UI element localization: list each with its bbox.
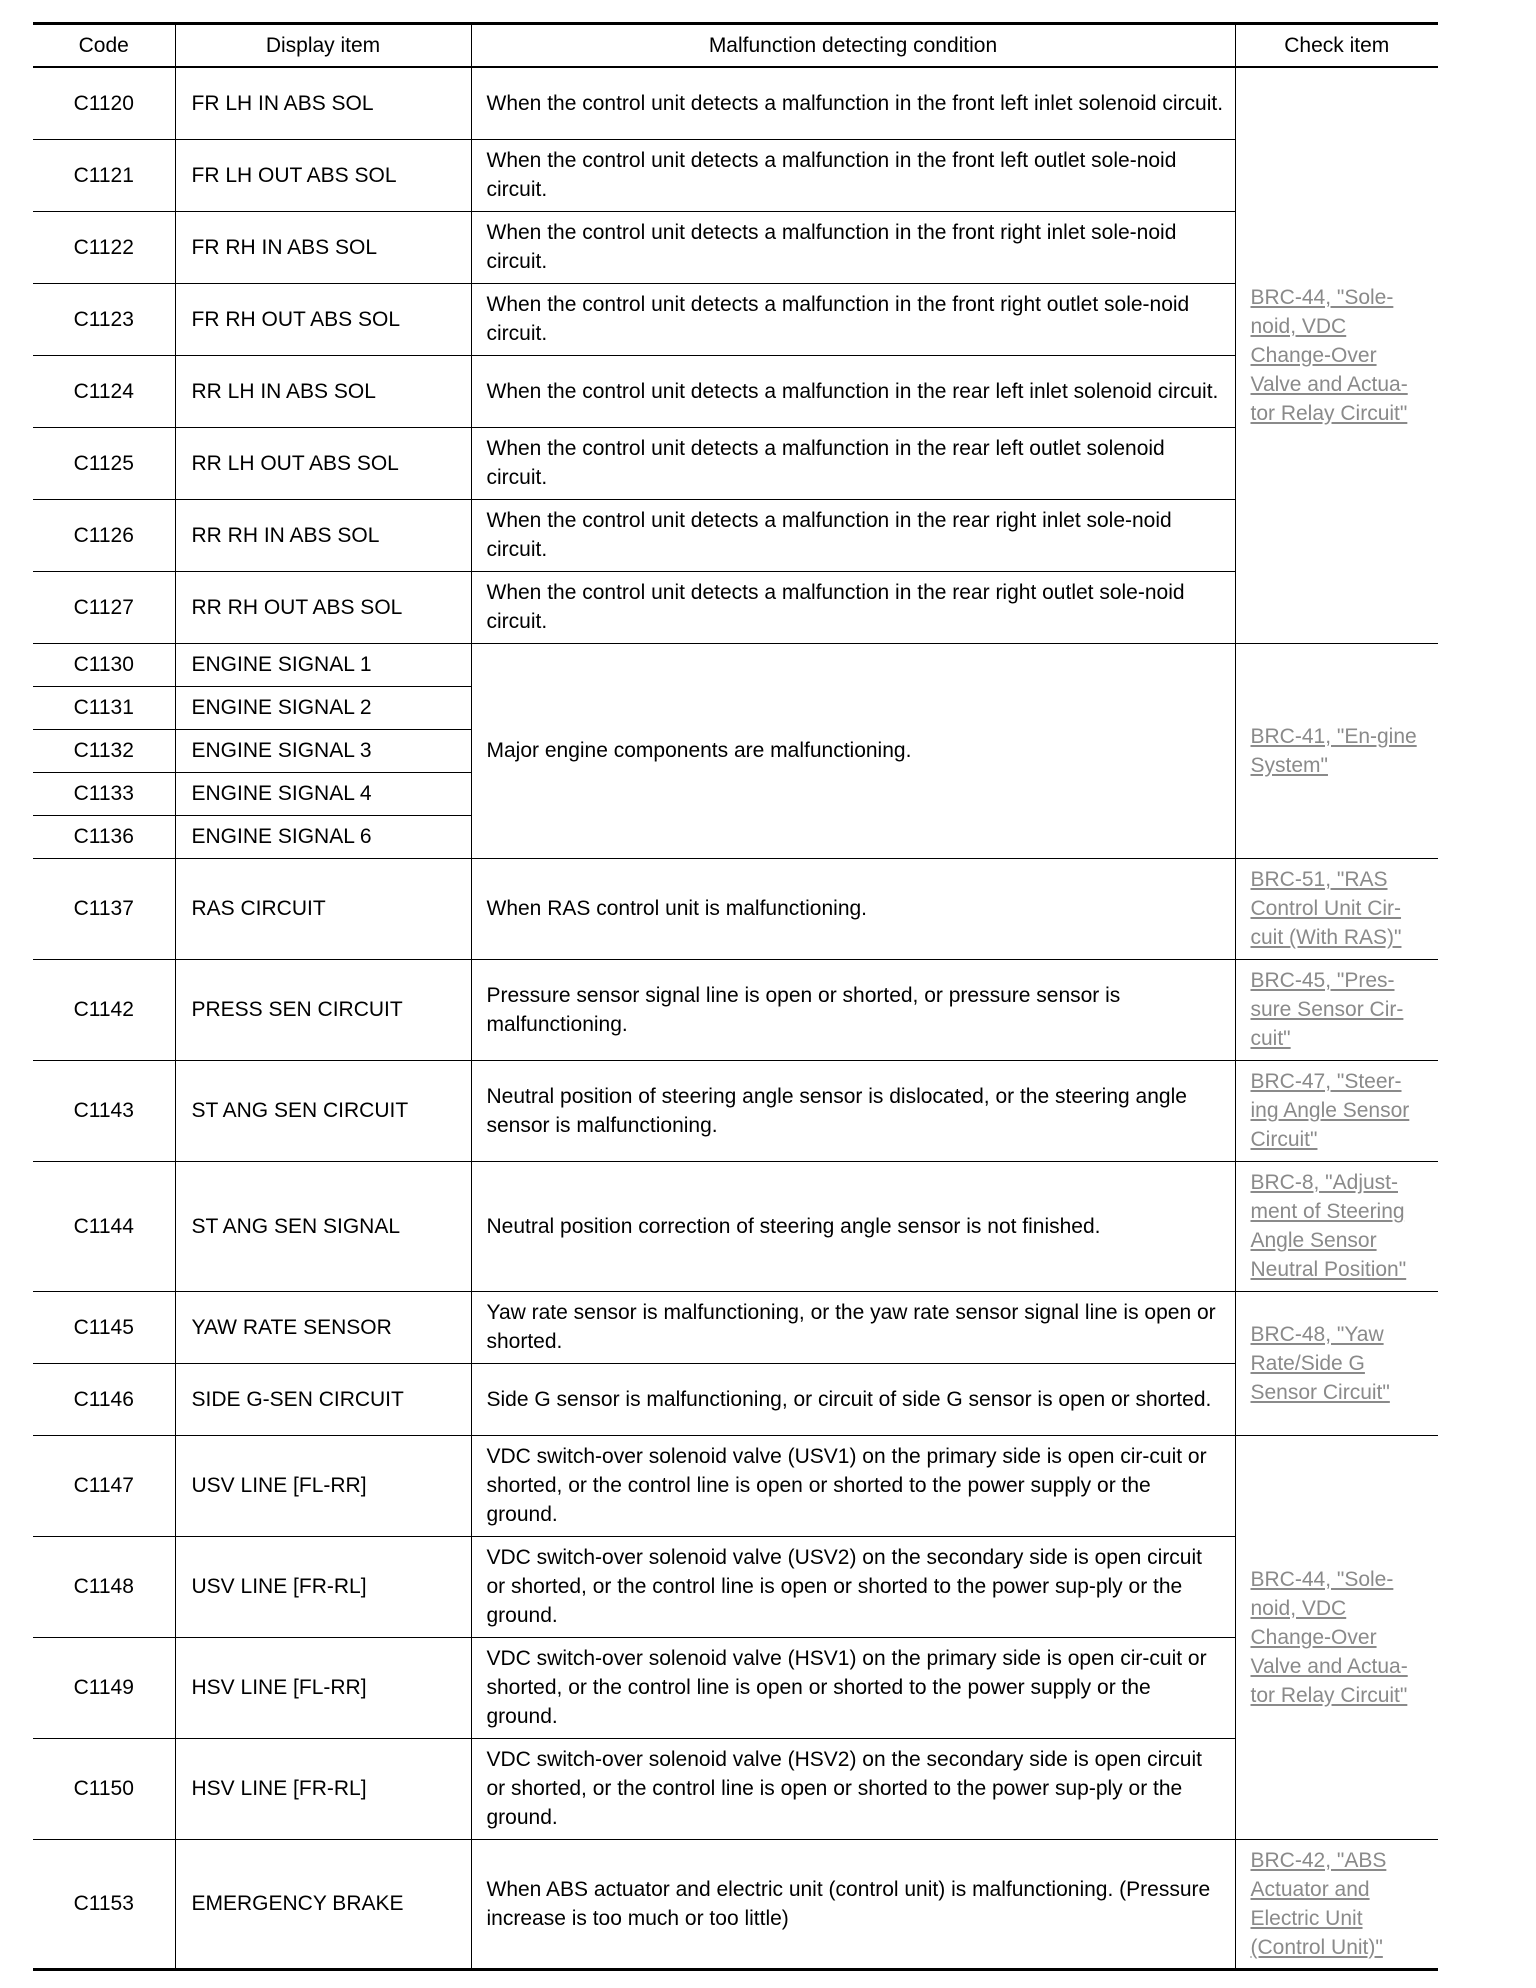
table-row (33, 1363, 1438, 1435)
code-cell: C1148 (33, 1536, 175, 1637)
check-item-link[interactable]: BRC-41, "En-gine System" (1250, 724, 1417, 777)
display-item-cell: YAW RATE SENSOR (175, 1291, 471, 1363)
code-cell: C1122 (33, 211, 175, 283)
table-row (33, 959, 1438, 1060)
table-row (33, 643, 1438, 686)
code-cell: C1124 (33, 355, 175, 427)
display-item-cell: FR LH IN ABS SOL (175, 67, 471, 139)
check-item-cell[interactable] (1235, 1839, 1438, 1969)
code-cell: C1132 (33, 729, 175, 772)
table-row (33, 1435, 1438, 1536)
display-item-cell: RR LH IN ABS SOL (175, 355, 471, 427)
table-row (33, 139, 1438, 211)
condition-cell: When RAS control unit is malfunctioning. (471, 858, 1235, 959)
check-item-cell[interactable] (1235, 67, 1438, 643)
display-item-cell: FR RH IN ABS SOL (175, 211, 471, 283)
header-condition: Malfunction detecting condition (471, 24, 1235, 68)
condition-cell: When the control unit detects a malfunction in the rear left outlet solenoid circuit. (471, 427, 1235, 499)
code-cell: C1120 (33, 67, 175, 139)
table-row (33, 571, 1438, 643)
display-item-cell: USV LINE [FL-RR] (175, 1435, 471, 1536)
check-item-link[interactable]: BRC-48, "Yaw Rate/Side G Sensor Circuit" (1250, 1322, 1390, 1404)
display-item-cell: RR RH OUT ABS SOL (175, 571, 471, 643)
condition-cell: Neutral position correction of steering angle sensor is not finished. (471, 1161, 1235, 1291)
condition-cell: VDC switch-over solenoid valve (HSV2) on the secondary side is open circuit or shorted, or the control line is open or shorted to the power sup-ply or the ground. (471, 1738, 1235, 1839)
check-item-cell[interactable] (1235, 1161, 1438, 1291)
condition-cell: VDC switch-over solenoid valve (HSV1) on the primary side is open cir-cuit or shorted, or the control line is open or shorted to the power supply or the ground. (471, 1637, 1235, 1738)
table-row (33, 1839, 1438, 1969)
table-row (33, 1536, 1438, 1637)
display-item-cell: USV LINE [FR-RL] (175, 1536, 471, 1637)
check-item-link[interactable]: BRC-51, "RAS Control Unit Cir-cuit (With RAS)" (1250, 868, 1402, 949)
display-item-cell: ENGINE SIGNAL 2 (175, 686, 471, 729)
condition-cell: Pressure sensor signal line is open or shorted, or pressure sensor is malfunctioning. (471, 959, 1235, 1060)
header-row (33, 24, 1438, 68)
table-row (33, 1291, 1438, 1363)
condition-cell: Yaw rate sensor is malfunctioning, or the yaw rate sensor signal line is open or shorted. (471, 1291, 1235, 1363)
display-item-cell: ST ANG SEN SIGNAL (175, 1161, 471, 1291)
table-row (33, 67, 1438, 139)
table-row (33, 499, 1438, 571)
check-item-cell[interactable] (1235, 1060, 1438, 1161)
display-item-cell: ENGINE SIGNAL 1 (175, 643, 471, 686)
check-item-cell[interactable] (1235, 1291, 1438, 1435)
code-cell: C1127 (33, 571, 175, 643)
code-cell: C1149 (33, 1637, 175, 1738)
code-cell: C1153 (33, 1839, 175, 1969)
code-cell: C1125 (33, 427, 175, 499)
display-item-cell: HSV LINE [FR-RL] (175, 1738, 471, 1839)
table-row (33, 1738, 1438, 1839)
table-row (33, 1637, 1438, 1738)
display-item-cell: HSV LINE [FL-RR] (175, 1637, 471, 1738)
condition-cell: Side G sensor is malfunctioning, or circuit of side G sensor is open or shorted. (471, 1363, 1235, 1435)
check-item-cell[interactable] (1235, 643, 1438, 858)
code-cell: C1144 (33, 1161, 175, 1291)
display-item-cell: PRESS SEN CIRCUIT (175, 959, 471, 1060)
code-cell: C1130 (33, 643, 175, 686)
display-item-cell: EMERGENCY BRAKE (175, 1839, 471, 1969)
header-display-item: Display item (175, 24, 471, 68)
check-item-link[interactable]: BRC-42, "ABS Actuator and Electric Unit (Control Unit)" (1250, 1848, 1387, 1959)
display-item-cell: ENGINE SIGNAL 6 (175, 815, 471, 858)
condition-cell: When the control unit detects a malfunction in the front left outlet sole-noid circuit. (471, 139, 1235, 211)
code-cell: C1143 (33, 1060, 175, 1161)
check-item-link[interactable]: BRC-45, "Pres-sure Sensor Cir-cuit" (1250, 969, 1404, 1050)
table-row (33, 355, 1438, 427)
condition-cell: Major engine components are malfunctioning. (471, 643, 1235, 858)
condition-cell: When the control unit detects a malfunction in the front right outlet sole-noid circuit. (471, 283, 1235, 355)
code-cell: C1136 (33, 815, 175, 858)
condition-cell: When the control unit detects a malfunction in the front right inlet sole-noid circuit. (471, 211, 1235, 283)
check-item-cell[interactable] (1235, 858, 1438, 959)
display-item-cell: RR LH OUT ABS SOL (175, 427, 471, 499)
condition-cell: VDC switch-over solenoid valve (USV1) on the primary side is open cir-cuit or shorted, or the control line is open or shorted to the power supply or the ground. (471, 1435, 1235, 1536)
code-cell: C1145 (33, 1291, 175, 1363)
code-cell: C1137 (33, 858, 175, 959)
display-item-cell: FR LH OUT ABS SOL (175, 139, 471, 211)
code-cell: C1146 (33, 1363, 175, 1435)
code-cell: C1147 (33, 1435, 175, 1536)
code-cell: C1121 (33, 139, 175, 211)
header-check-item: Check item (1235, 24, 1438, 68)
display-item-cell: FR RH OUT ABS SOL (175, 283, 471, 355)
display-item-cell: RAS CIRCUIT (175, 858, 471, 959)
table-row (33, 427, 1438, 499)
check-item-link[interactable]: BRC-44, "Sole-noid, VDC Change-Over Valve and Actua-tor Relay Circuit" (1250, 1567, 1408, 1707)
table-row (33, 1060, 1438, 1161)
header-code: Code (33, 24, 175, 68)
table-row (33, 858, 1438, 959)
check-item-link[interactable]: BRC-44, "Sole-noid, VDC Change-Over Valve and Actua-tor Relay Circuit" (1250, 285, 1408, 425)
table-row (33, 283, 1438, 355)
code-cell: C1150 (33, 1738, 175, 1839)
display-item-cell: SIDE G-SEN CIRCUIT (175, 1363, 471, 1435)
display-item-cell: ENGINE SIGNAL 3 (175, 729, 471, 772)
condition-cell: VDC switch-over solenoid valve (USV2) on the secondary side is open circuit or shorted, or the control line is open or shorted to the power sup-ply or the ground. (471, 1536, 1235, 1637)
check-item-cell[interactable] (1235, 959, 1438, 1060)
code-cell: C1133 (33, 772, 175, 815)
condition-cell: When the control unit detects a malfunction in the front left inlet solenoid circuit. (471, 67, 1235, 139)
check-item-link[interactable]: BRC-47, "Steer-ing Angle Sensor Circuit" (1250, 1070, 1410, 1151)
condition-cell: When the control unit detects a malfunction in the rear right outlet sole-noid circuit. (471, 571, 1235, 643)
display-item-cell: RR RH IN ABS SOL (175, 499, 471, 571)
condition-cell: When the control unit detects a malfunction in the rear left inlet solenoid circuit. (471, 355, 1235, 427)
code-cell: C1123 (33, 283, 175, 355)
code-cell: C1131 (33, 686, 175, 729)
dtc-table (33, 22, 1438, 1971)
condition-cell: When the control unit detects a malfunction in the rear right inlet sole-noid circuit. (471, 499, 1235, 571)
condition-cell: When ABS actuator and electric unit (control unit) is malfunctioning. (Pressure increase is too much or too little) (471, 1839, 1235, 1969)
code-cell: C1142 (33, 959, 175, 1060)
check-item-cell[interactable] (1235, 1435, 1438, 1839)
display-item-cell: ST ANG SEN CIRCUIT (175, 1060, 471, 1161)
table-row (33, 1161, 1438, 1291)
check-item-link[interactable]: BRC-8, "Adjust-ment of Steering Angle Sensor Neutral Position" (1250, 1171, 1407, 1281)
code-cell: C1126 (33, 499, 175, 571)
table-row (33, 211, 1438, 283)
condition-cell: Neutral position of steering angle sensor is dislocated, or the steering angle sensor is malfunctioning. (471, 1060, 1235, 1161)
display-item-cell: ENGINE SIGNAL 4 (175, 772, 471, 815)
